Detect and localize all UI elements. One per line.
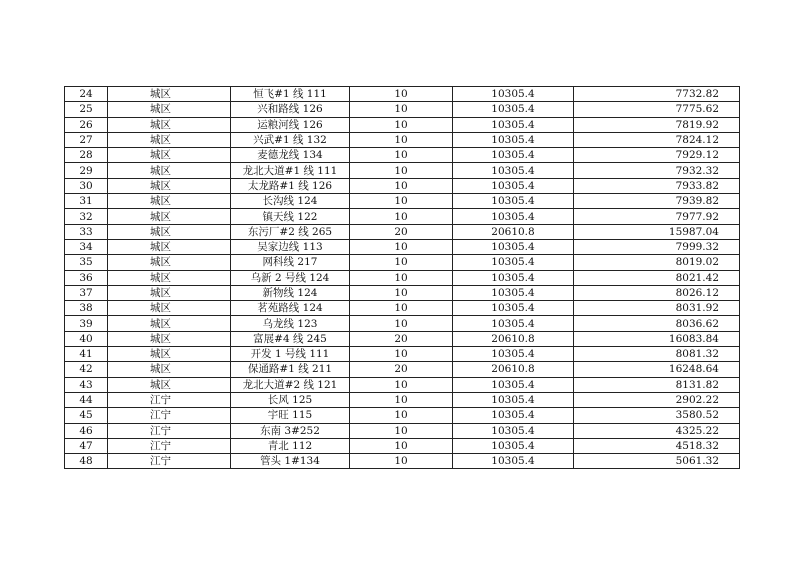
cell-voltage: 10 [350, 132, 453, 147]
cell-load: 2902.22 [574, 392, 740, 407]
cell-load: 5061.32 [574, 454, 740, 469]
cell-area: 城区 [108, 209, 231, 224]
cell-area: 城区 [108, 87, 231, 102]
cell-line-name: 麦德龙线 134 [231, 148, 350, 163]
cell-area: 城区 [108, 347, 231, 362]
cell-line-name: 东南 3#252 [231, 423, 350, 438]
cell-area: 城区 [108, 255, 231, 270]
cell-load: 7932.32 [574, 163, 740, 178]
cell-area: 江宁 [108, 392, 231, 407]
cell-voltage: 10 [350, 454, 453, 469]
cell-number: 26 [65, 117, 108, 132]
cell-load: 7977.92 [574, 209, 740, 224]
cell-number: 38 [65, 301, 108, 316]
cell-voltage: 10 [350, 347, 453, 362]
table-row [65, 377, 740, 392]
table-row [65, 423, 740, 438]
cell-area: 城区 [108, 163, 231, 178]
table-row [65, 392, 740, 407]
cell-line-name: 网科线 217 [231, 255, 350, 270]
cell-capacity: 20610.8 [453, 331, 574, 346]
cell-area: 城区 [108, 224, 231, 239]
cell-line-name: 龙北大道#2 线 121 [231, 377, 350, 392]
cell-capacity: 10305.4 [453, 270, 574, 285]
cell-line-name: 宇旺 115 [231, 408, 350, 423]
cell-number: 35 [65, 255, 108, 270]
cell-line-name: 运粮河线 126 [231, 117, 350, 132]
cell-area: 城区 [108, 377, 231, 392]
cell-voltage: 10 [350, 102, 453, 117]
cell-line-name: 管头 1#134 [231, 454, 350, 469]
cell-area: 城区 [108, 285, 231, 300]
cell-capacity: 10305.4 [453, 454, 574, 469]
cell-area: 城区 [108, 316, 231, 331]
cell-capacity: 10305.4 [453, 87, 574, 102]
cell-load: 4325.22 [574, 423, 740, 438]
cell-area: 江宁 [108, 438, 231, 453]
cell-area: 江宁 [108, 408, 231, 423]
table-row [65, 362, 740, 377]
cell-load: 16083.84 [574, 331, 740, 346]
cell-voltage: 10 [350, 239, 453, 254]
table-row [65, 301, 740, 316]
cell-line-name: 兴武#1 线 132 [231, 132, 350, 147]
cell-capacity: 20610.8 [453, 362, 574, 377]
table-row [65, 148, 740, 163]
cell-voltage: 10 [350, 377, 453, 392]
cell-line-name: 太龙路#1 线 126 [231, 178, 350, 193]
table-row [65, 224, 740, 239]
cell-line-name: 恒飞#1 线 111 [231, 87, 350, 102]
cell-area: 城区 [108, 239, 231, 254]
cell-number: 43 [65, 377, 108, 392]
cell-number: 32 [65, 209, 108, 224]
cell-load: 8026.12 [574, 285, 740, 300]
cell-load: 7824.12 [574, 132, 740, 147]
cell-number: 42 [65, 362, 108, 377]
cell-line-name: 茗苑路线 124 [231, 301, 350, 316]
cell-load: 16248.64 [574, 362, 740, 377]
table-row [65, 285, 740, 300]
cell-number: 30 [65, 178, 108, 193]
cell-capacity: 20610.8 [453, 224, 574, 239]
cell-number: 27 [65, 132, 108, 147]
cell-line-name: 新物线 124 [231, 285, 350, 300]
cell-load: 7929.12 [574, 148, 740, 163]
cell-area: 城区 [108, 331, 231, 346]
cell-area: 城区 [108, 102, 231, 117]
cell-line-name: 兴和路线 126 [231, 102, 350, 117]
cell-voltage: 10 [350, 438, 453, 453]
cell-capacity: 10305.4 [453, 285, 574, 300]
cell-area: 城区 [108, 362, 231, 377]
cell-area: 城区 [108, 117, 231, 132]
cell-area: 江宁 [108, 454, 231, 469]
table-row [65, 194, 740, 209]
cell-number: 45 [65, 408, 108, 423]
cell-load: 7732.82 [574, 87, 740, 102]
cell-number: 34 [65, 239, 108, 254]
cell-load: 7775.62 [574, 102, 740, 117]
cell-capacity: 10305.4 [453, 194, 574, 209]
cell-load: 8081.32 [574, 347, 740, 362]
cell-line-name: 东污厂#2 线 265 [231, 224, 350, 239]
table-body [65, 87, 740, 469]
cell-capacity: 10305.4 [453, 209, 574, 224]
cell-voltage: 20 [350, 331, 453, 346]
table-row [65, 347, 740, 362]
cell-voltage: 10 [350, 163, 453, 178]
cell-line-name: 长风 125 [231, 392, 350, 407]
table-row [65, 270, 740, 285]
table-row [65, 132, 740, 147]
cell-load: 4518.32 [574, 438, 740, 453]
cell-load: 3580.52 [574, 408, 740, 423]
table-row [65, 255, 740, 270]
cell-voltage: 10 [350, 423, 453, 438]
cell-voltage: 20 [350, 362, 453, 377]
data-table [64, 86, 740, 469]
table-row [65, 454, 740, 469]
cell-capacity: 10305.4 [453, 301, 574, 316]
cell-line-name: 保通路#1 线 211 [231, 362, 350, 377]
cell-capacity: 10305.4 [453, 163, 574, 178]
cell-voltage: 10 [350, 408, 453, 423]
cell-area: 江宁 [108, 423, 231, 438]
cell-capacity: 10305.4 [453, 255, 574, 270]
cell-capacity: 10305.4 [453, 316, 574, 331]
cell-capacity: 10305.4 [453, 347, 574, 362]
cell-voltage: 10 [350, 194, 453, 209]
cell-load: 7819.92 [574, 117, 740, 132]
table-row [65, 239, 740, 254]
cell-voltage: 10 [350, 255, 453, 270]
cell-number: 37 [65, 285, 108, 300]
cell-capacity: 10305.4 [453, 408, 574, 423]
cell-voltage: 10 [350, 285, 453, 300]
cell-number: 28 [65, 148, 108, 163]
table-row [65, 331, 740, 346]
cell-area: 城区 [108, 194, 231, 209]
cell-number: 41 [65, 347, 108, 362]
cell-load: 8031.92 [574, 301, 740, 316]
cell-area: 城区 [108, 178, 231, 193]
table-row [65, 163, 740, 178]
cell-line-name: 镇天线 122 [231, 209, 350, 224]
cell-area: 城区 [108, 148, 231, 163]
cell-voltage: 10 [350, 148, 453, 163]
cell-load: 7999.32 [574, 239, 740, 254]
cell-line-name: 开发 1 号线 111 [231, 347, 350, 362]
table-row [65, 178, 740, 193]
cell-line-name: 龙北大道#1 线 111 [231, 163, 350, 178]
cell-area: 城区 [108, 132, 231, 147]
cell-line-name: 长沟线 124 [231, 194, 350, 209]
cell-load: 8019.02 [574, 255, 740, 270]
cell-line-name: 乌新 2 号线 124 [231, 270, 350, 285]
cell-number: 44 [65, 392, 108, 407]
table-row [65, 87, 740, 102]
table-row [65, 209, 740, 224]
cell-number: 40 [65, 331, 108, 346]
cell-number: 46 [65, 423, 108, 438]
cell-capacity: 10305.4 [453, 377, 574, 392]
cell-load: 8131.82 [574, 377, 740, 392]
cell-line-name: 乌龙线 123 [231, 316, 350, 331]
cell-voltage: 10 [350, 209, 453, 224]
table-row [65, 438, 740, 453]
cell-voltage: 10 [350, 270, 453, 285]
cell-voltage: 20 [350, 224, 453, 239]
cell-capacity: 10305.4 [453, 148, 574, 163]
cell-capacity: 10305.4 [453, 117, 574, 132]
cell-number: 25 [65, 102, 108, 117]
cell-load: 7933.82 [574, 178, 740, 193]
cell-voltage: 10 [350, 178, 453, 193]
cell-voltage: 10 [350, 87, 453, 102]
table-row [65, 316, 740, 331]
cell-capacity: 10305.4 [453, 178, 574, 193]
cell-capacity: 10305.4 [453, 438, 574, 453]
table-row [65, 408, 740, 423]
cell-load: 7939.82 [574, 194, 740, 209]
cell-area: 城区 [108, 301, 231, 316]
cell-capacity: 10305.4 [453, 423, 574, 438]
cell-number: 48 [65, 454, 108, 469]
table-row [65, 117, 740, 132]
cell-line-name: 富展#4 线 245 [231, 331, 350, 346]
cell-load: 8036.62 [574, 316, 740, 331]
cell-load: 8021.42 [574, 270, 740, 285]
cell-number: 24 [65, 87, 108, 102]
table-row [65, 102, 740, 117]
cell-area: 城区 [108, 270, 231, 285]
cell-capacity: 10305.4 [453, 132, 574, 147]
cell-voltage: 10 [350, 316, 453, 331]
cell-voltage: 10 [350, 392, 453, 407]
cell-capacity: 10305.4 [453, 239, 574, 254]
cell-capacity: 10305.4 [453, 392, 574, 407]
cell-capacity: 10305.4 [453, 102, 574, 117]
cell-number: 36 [65, 270, 108, 285]
cell-number: 47 [65, 438, 108, 453]
cell-voltage: 10 [350, 117, 453, 132]
cell-number: 29 [65, 163, 108, 178]
cell-load: 15987.04 [574, 224, 740, 239]
cell-number: 33 [65, 224, 108, 239]
cell-voltage: 10 [350, 301, 453, 316]
cell-number: 31 [65, 194, 108, 209]
cell-number: 39 [65, 316, 108, 331]
cell-line-name: 吴家边线 113 [231, 239, 350, 254]
cell-line-name: 青北 112 [231, 438, 350, 453]
